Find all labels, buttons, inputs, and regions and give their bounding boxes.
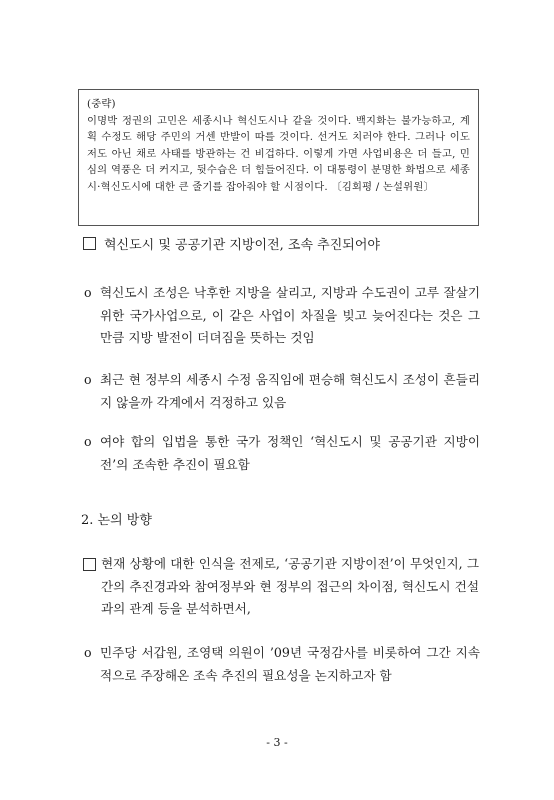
quote-body: 이명박 정권의 고민은 세종시나 혁신도시나 같을 것이다. 백지화는 불가능하고, 계획 수정도 해당 주민의 거센 반발이 따를 것이다. 선거도 치러야 한다. 그러나 이도저도 아닌 채로 사태를 방관하는 건 비겁하다. 이렇게 가면 사업비용은 더 들고, 민심의 역풍은 더 커지고, 뒷수습은 더 힘들어진다. 이 대통령이 분명한 화법으로 세종시·혁신도시에 대한 큰 줄기를 잡아줘야 할 시점이다. 〔김회평 / 논설위원〕 [87, 114, 470, 193]
quote-box [78, 89, 479, 226]
bullet-text: 민주당 서갑원, 조영택 의원이 ’09년 국정감사를 비롯하여 그간 지속적으로 주장해온 조속 추진의 필요성을 논지하고자 함 [100, 645, 480, 683]
square-bullet-icon [83, 237, 96, 250]
bullet-marker: o [84, 372, 92, 387]
section-heading-text: 혁신도시 및 공공기관 지방이전, 조속 추진되어야 [104, 238, 380, 253]
section-heading [83, 236, 380, 256]
bullet-text: 여야 합의 입법을 통한 국가 정책인 ‘혁신도시 및 공공기관 지방이전’의 조속한 추진이 필요함 [100, 434, 480, 472]
section-title: 2. 논의 방향 [81, 513, 152, 528]
quote-header: (중략) [87, 98, 116, 110]
bullet-text: 혁신도시 조성은 낙후한 지방을 살리고, 지방과 수도권이 고루 잘살기 위한 국가사업으로, 이 같은 사업이 차질을 빚고 늦어진다는 것은 그만큼 지방 발전이 더뎌짐을 뜻하는 것임 [100, 285, 480, 345]
bullet-marker: o [84, 645, 92, 660]
paragraph-text: 현재 상황에 대한 인식을 전제로, ‘공공기관 지방이전’이 무엇인지, 그간의 추진경과와 참여정부와 현 정부의 접근의 차이점, 혁신도시 건설과의 관계 등을 분석하면서, [101, 556, 479, 616]
square-bullet-icon [83, 558, 96, 571]
bullet-text: 최근 현 정부의 세종시 수정 움직임에 편승해 혁신도시 조성이 흔들리지 않을까 각계에서 걱정하고 있음 [100, 372, 480, 410]
bullet-marker: o [84, 285, 92, 300]
bullet-marker: o [84, 434, 92, 449]
page-number: - 3 - [266, 736, 288, 749]
